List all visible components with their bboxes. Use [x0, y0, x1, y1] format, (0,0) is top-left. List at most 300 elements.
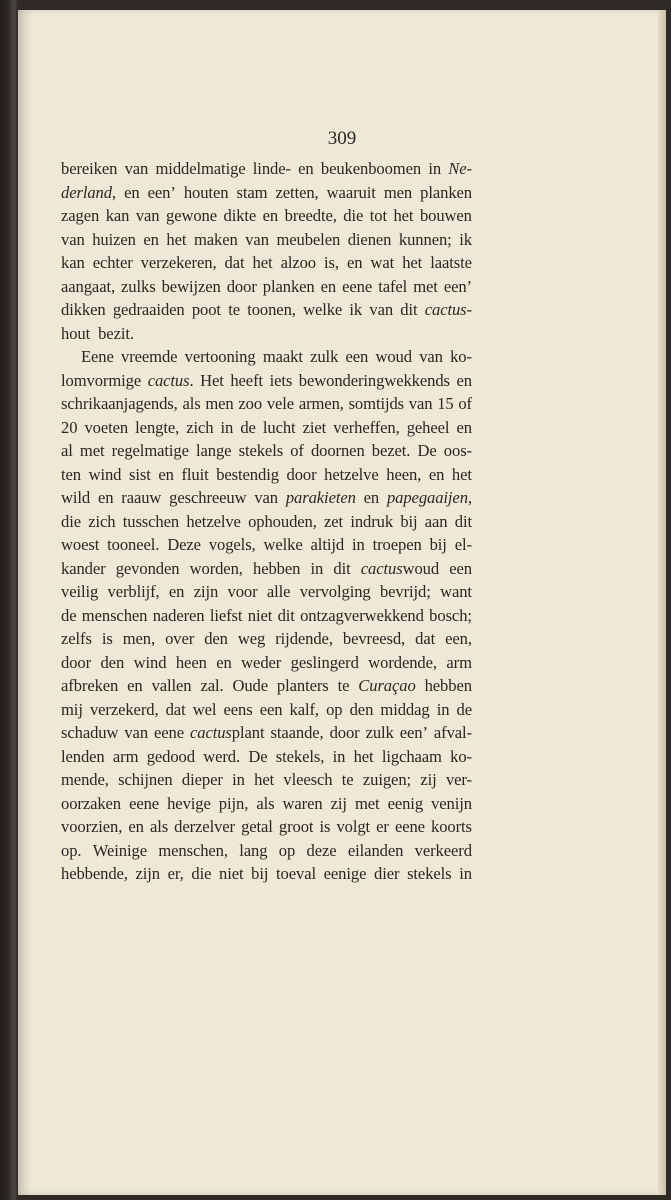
word: gewone	[166, 206, 218, 225]
word: werd.	[203, 746, 241, 766]
word: een’	[443, 276, 472, 296]
word: ik	[459, 229, 472, 249]
word: van	[135, 206, 160, 225]
text-line	[61, 392, 472, 416]
page-edge	[658, 10, 666, 1195]
word: geslingerd	[290, 652, 359, 672]
word: eens	[223, 699, 253, 719]
word: heen,	[386, 464, 422, 484]
word: eene	[394, 817, 425, 836]
word: hebben	[424, 676, 472, 695]
word	[358, 674, 415, 698]
word: niet	[247, 605, 273, 625]
word: zij	[420, 770, 437, 789]
word: De	[417, 441, 437, 460]
word: arm	[446, 652, 472, 672]
word: planken	[262, 276, 315, 296]
word: een’	[399, 723, 428, 742]
word: van	[408, 394, 433, 413]
paragraph	[61, 345, 472, 886]
word: door	[286, 464, 317, 484]
word: en	[216, 652, 232, 672]
text-line	[61, 674, 472, 698]
word: eene	[342, 276, 373, 296]
word: in	[310, 558, 324, 578]
word: 15	[437, 394, 454, 413]
text-line	[61, 322, 472, 346]
word: van	[369, 300, 394, 319]
word: want	[440, 582, 472, 601]
word: maakt	[262, 347, 303, 366]
word: deze	[306, 840, 337, 860]
italic-word: cactus	[147, 370, 190, 390]
word: te	[341, 770, 354, 789]
word: lange	[196, 441, 232, 460]
word: zagen	[61, 206, 100, 225]
word: ontzagverwekkend	[300, 605, 424, 625]
word: planters	[276, 676, 329, 695]
word: en	[428, 464, 445, 484]
word: lenden	[61, 746, 105, 766]
word: of	[290, 441, 304, 460]
word	[448, 157, 472, 181]
word: volgt	[336, 817, 371, 836]
word: tusschen	[122, 511, 180, 531]
word: en	[320, 276, 337, 296]
italic-word: cactus	[190, 723, 232, 742]
text-line	[61, 463, 472, 487]
word: de	[456, 699, 472, 719]
word: zulk	[365, 723, 394, 742]
word: vertooning	[184, 347, 256, 366]
word: al	[61, 441, 73, 460]
word: woest	[61, 535, 100, 554]
word: oos-	[443, 441, 472, 460]
word: linde-	[252, 159, 291, 178]
word: lucht	[262, 417, 296, 437]
word	[425, 298, 472, 322]
word: het	[393, 206, 414, 225]
word: kan	[61, 253, 85, 272]
word: door	[329, 723, 360, 742]
text-line	[61, 839, 472, 863]
word: zich	[88, 511, 116, 531]
word: er	[376, 817, 389, 836]
word: menschen,	[158, 840, 228, 860]
word: het	[402, 253, 423, 272]
word	[190, 721, 264, 745]
word: rijdende,	[275, 629, 333, 648]
word: aan	[424, 511, 448, 531]
word: zich	[186, 417, 214, 437]
text-line	[61, 698, 472, 722]
word: koorts	[431, 817, 472, 836]
word: gedood	[146, 746, 195, 766]
word: op.	[61, 840, 82, 860]
word: in	[459, 864, 472, 883]
word: in	[428, 159, 442, 178]
word: is	[101, 629, 113, 648]
word: venijn	[431, 793, 472, 813]
word: bevrijd;	[379, 582, 431, 601]
text-line	[61, 510, 472, 534]
word: breedte,	[284, 206, 337, 225]
word: vervolging	[299, 582, 371, 601]
word: dienen	[347, 229, 392, 249]
word: men,	[122, 629, 156, 648]
word: wat	[370, 253, 395, 272]
text-line	[61, 486, 472, 510]
word: Deze	[167, 535, 201, 554]
word: tot	[369, 206, 387, 225]
word: ik	[349, 300, 363, 319]
text-line	[61, 651, 472, 675]
word: tooneel.	[107, 535, 160, 554]
word-suffix: woud	[402, 558, 440, 578]
word: geschreeuw	[169, 488, 247, 507]
word	[387, 486, 472, 510]
italic-word: parakieten	[285, 488, 356, 507]
word: vallen	[151, 676, 192, 695]
word: somtijds	[348, 394, 405, 413]
word: ver-	[445, 770, 472, 789]
text-line	[61, 792, 472, 816]
word: dieper	[181, 770, 223, 789]
word: en	[363, 488, 380, 507]
word: waren	[282, 793, 323, 813]
italic-word: cactus-	[424, 300, 472, 319]
word: vele	[266, 394, 295, 413]
word: derzelver	[174, 817, 235, 836]
word: verblijf,	[107, 582, 160, 601]
word: pijn,	[218, 793, 249, 813]
word: in	[436, 699, 450, 719]
paragraph	[61, 157, 472, 345]
word: stekels,	[275, 746, 325, 766]
word: zuigen;	[362, 770, 412, 789]
word: een	[345, 347, 369, 366]
word: getal	[241, 817, 273, 836]
word: ziet	[302, 417, 327, 437]
word: alle	[266, 582, 291, 601]
word: staande,	[270, 723, 324, 742]
word: zij	[330, 793, 347, 813]
word: veilig	[61, 582, 99, 601]
word: bij	[251, 864, 269, 883]
word: dat	[224, 253, 245, 272]
word: schijnen	[118, 770, 173, 789]
word: in	[332, 746, 346, 766]
word: dit	[400, 300, 418, 319]
word: een’	[147, 182, 176, 202]
word: verzekerd,	[89, 699, 159, 719]
word: indruk	[350, 511, 394, 531]
italic-word: Curaçao	[358, 676, 416, 695]
word: bouwen	[419, 206, 472, 225]
word: hout	[61, 323, 91, 343]
word: en	[346, 253, 363, 272]
text-line	[61, 157, 472, 181]
word: door	[61, 652, 92, 672]
word: bewijzen	[161, 276, 221, 296]
word: huizen	[92, 229, 136, 249]
word: is	[319, 817, 331, 836]
word: kunnen;	[398, 229, 452, 249]
word: met	[354, 793, 380, 813]
word: vreemde	[121, 347, 178, 366]
word: laatste	[430, 253, 472, 272]
word: dit	[333, 558, 351, 578]
text-line	[61, 768, 472, 792]
word: voeten	[84, 417, 129, 437]
word: van	[419, 347, 443, 366]
word: echter	[92, 253, 133, 272]
word: meubelen	[276, 229, 341, 249]
word: bezit.	[98, 323, 134, 343]
word: van	[124, 159, 149, 178]
word: el-	[454, 535, 472, 554]
word: vogels,	[208, 535, 256, 554]
word: heeft	[230, 370, 264, 390]
word: of	[458, 394, 472, 413]
text-line	[61, 416, 472, 440]
word: zulk	[310, 347, 339, 366]
word: bij	[429, 535, 447, 554]
word: maken	[193, 229, 238, 249]
word: en	[127, 676, 143, 695]
word: bij	[400, 511, 418, 531]
word: het	[252, 253, 273, 272]
word: Eene	[81, 347, 114, 366]
word: een	[259, 699, 283, 719]
word: in	[351, 535, 365, 554]
word: en	[168, 582, 185, 601]
word: het	[166, 229, 187, 249]
word: dit	[277, 605, 295, 625]
word: kalf,	[289, 699, 319, 719]
word: troepen	[372, 535, 422, 554]
word: armen,	[298, 394, 344, 413]
word: van	[245, 229, 269, 249]
word: Weinige	[92, 840, 147, 860]
word: met	[79, 441, 105, 460]
word: ligchaam	[381, 746, 442, 766]
text-line	[61, 181, 472, 205]
word: het	[353, 746, 374, 766]
word: en	[298, 159, 314, 178]
word: in	[232, 770, 245, 789]
word: lang	[239, 840, 268, 860]
word: gedraaiden	[112, 300, 185, 319]
word: en	[124, 182, 140, 202]
word: bereiken	[61, 159, 118, 178]
text-line	[61, 580, 472, 604]
word: schrikaanjagends,	[61, 394, 178, 413]
word: stekels	[238, 441, 284, 460]
word: zetten,	[275, 182, 319, 202]
word: als	[182, 394, 201, 413]
word: die	[61, 511, 81, 531]
word: en	[456, 370, 472, 390]
word: houten	[183, 182, 229, 202]
word: van	[61, 229, 85, 249]
word: middag	[380, 699, 430, 719]
word-suffix: ,	[467, 488, 472, 507]
word: dikken	[61, 300, 106, 319]
word: bevreesd,	[342, 629, 406, 648]
word: eene	[129, 793, 160, 813]
word: zal.	[200, 676, 224, 695]
word: op	[278, 840, 296, 860]
text-line	[61, 627, 472, 651]
word: arm	[112, 746, 139, 766]
word: iets	[269, 370, 293, 390]
word: regelmatige	[111, 441, 189, 460]
text-line	[61, 721, 472, 745]
text-line	[61, 815, 472, 839]
word: menschen	[81, 605, 148, 625]
word: als	[256, 793, 275, 813]
word: lomvormige	[61, 370, 142, 390]
word: kan	[105, 206, 130, 225]
word: aangaat,	[61, 276, 116, 296]
word: zulks	[121, 276, 156, 296]
word: bosch;	[429, 605, 472, 625]
word	[148, 369, 194, 393]
word-suffix: .	[189, 370, 194, 390]
word: hebbende,	[61, 864, 128, 883]
word: wordende,	[368, 652, 437, 672]
word: ten	[61, 464, 81, 484]
text-line	[61, 533, 472, 557]
word: zoo	[238, 394, 263, 413]
text-line	[61, 369, 472, 393]
word: wind	[133, 652, 167, 672]
word: eenig	[387, 793, 424, 813]
word: eenige	[323, 864, 367, 883]
word: men	[205, 394, 234, 413]
word: voorzien,	[61, 817, 123, 836]
word: den	[204, 629, 228, 648]
page-number: 309	[327, 128, 357, 149]
word: wel	[192, 699, 217, 719]
word: Oude	[232, 676, 268, 695]
word: op	[326, 699, 343, 719]
word: verzekeren,	[140, 253, 217, 272]
word: wind	[88, 464, 122, 484]
word: en	[143, 229, 159, 249]
word: is,	[324, 253, 339, 272]
word: eilanden	[347, 840, 404, 860]
word: door	[226, 276, 257, 296]
word: liefst	[209, 605, 243, 625]
word	[361, 557, 439, 581]
word: een,	[445, 629, 472, 648]
word: altijd	[310, 535, 345, 554]
text-line	[61, 557, 472, 581]
word: wild	[61, 488, 91, 507]
word: De	[248, 746, 268, 766]
text-line	[61, 298, 472, 322]
word: 20	[61, 417, 78, 437]
text-line	[61, 228, 472, 252]
word: welke	[263, 535, 303, 554]
text-line	[61, 345, 472, 369]
word: naderen	[152, 605, 205, 625]
word	[286, 486, 356, 510]
word: lengte,	[135, 417, 180, 437]
word: beukenboomen	[320, 159, 422, 178]
italic-word: derland	[61, 182, 112, 202]
word: worden,	[189, 558, 243, 578]
word: middelmatige	[155, 159, 246, 178]
italic-word: papegaaijen	[386, 488, 468, 507]
word: en	[158, 464, 174, 484]
word: dikte	[223, 206, 257, 225]
word-suffix: plant	[231, 723, 265, 742]
word: zijn	[135, 864, 160, 883]
italic-word: Ne-	[448, 159, 472, 178]
word: sist	[129, 464, 151, 484]
word: weder	[241, 652, 282, 672]
word: ko-	[450, 347, 472, 366]
body-text	[61, 157, 472, 886]
text-line	[61, 275, 472, 299]
word: te	[337, 676, 350, 695]
text-line	[61, 862, 472, 886]
word: bezet.	[371, 441, 411, 460]
word: afval-	[433, 723, 472, 742]
word: hetzelve	[186, 511, 241, 531]
word: welke	[303, 300, 343, 319]
word: bestendig	[216, 464, 279, 484]
word: dit	[454, 511, 472, 531]
word: en	[97, 488, 114, 507]
word: waaruit	[326, 182, 376, 202]
word: stam	[236, 182, 268, 202]
word: verkeerd	[414, 840, 472, 860]
word: niet	[219, 864, 244, 883]
word: doornen	[310, 441, 365, 460]
word: woud	[375, 347, 412, 366]
word: den	[100, 652, 125, 672]
word: heen	[175, 652, 207, 672]
word: kander	[61, 558, 106, 578]
word: oorzaken	[61, 793, 122, 813]
word: zet	[324, 511, 344, 531]
word: Het	[200, 370, 224, 390]
word: voor	[227, 582, 258, 601]
text-line	[61, 204, 472, 228]
word: schaduw	[61, 723, 119, 742]
word: toeval	[276, 864, 316, 883]
text-line	[61, 604, 472, 628]
word: bewonderingwekkends	[298, 370, 450, 390]
word: vleesch	[283, 770, 333, 789]
text-line	[61, 745, 472, 769]
word: alzoo	[280, 253, 316, 272]
word: zelfs	[61, 629, 92, 648]
text-line	[61, 251, 472, 275]
word: die	[343, 206, 364, 225]
book-page	[18, 10, 666, 1195]
word: afbreken	[61, 676, 119, 695]
word: dier	[374, 864, 400, 883]
word: hetzelve	[324, 464, 379, 484]
word: poot	[191, 300, 221, 319]
word: de	[240, 417, 256, 437]
word: ko-	[450, 746, 472, 766]
